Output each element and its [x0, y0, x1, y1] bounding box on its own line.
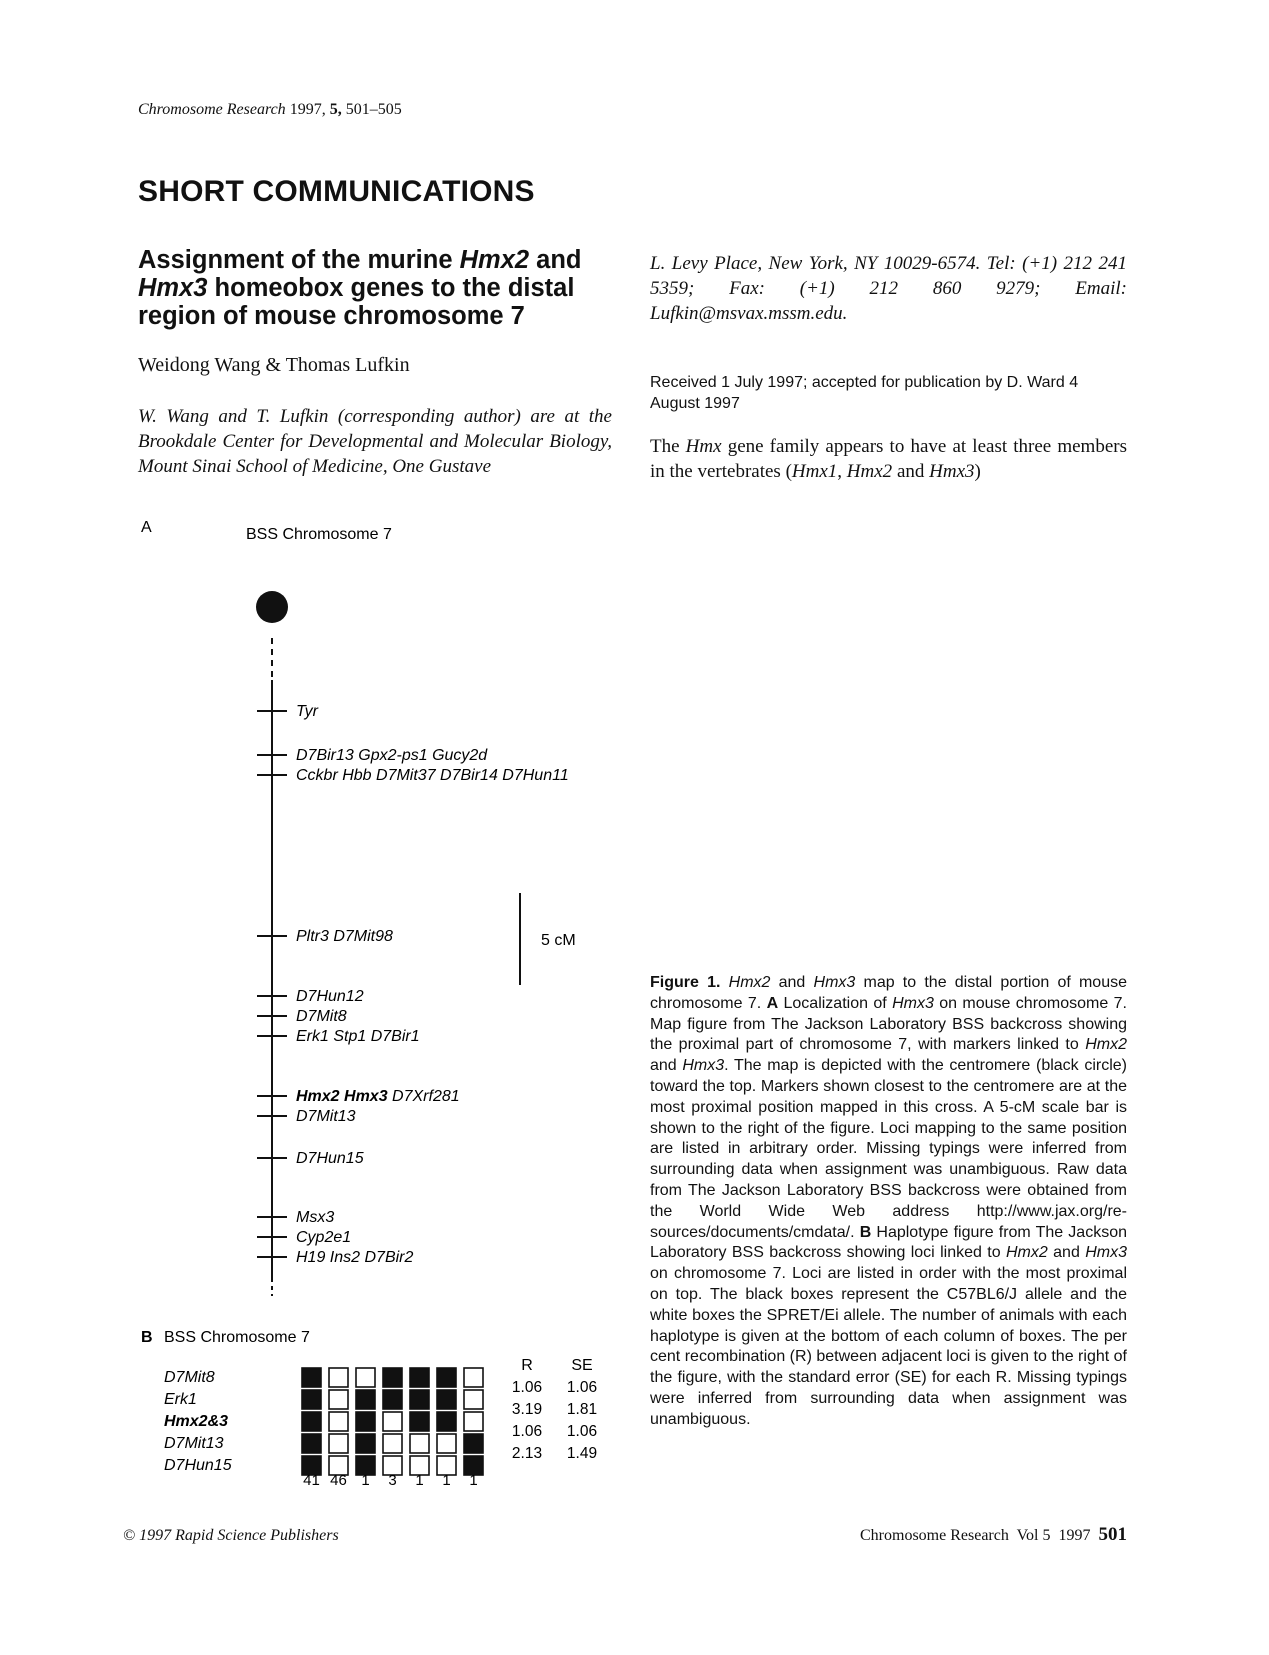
haplotype-box-spret [464, 1368, 483, 1387]
affiliation-part-1: W. Wang and T. Lufkin (corresponding author) are at the Brookdale Center for Developmental and Molecular Biology, Mount Sinai School of Medicine, One Gustave [138, 406, 612, 477]
haplotype-count: 46 [330, 1472, 347, 1489]
page-number: 501 [1098, 1524, 1127, 1545]
caption-label: Figure 1. [650, 974, 721, 991]
locus-label: D7Mit13 [296, 1108, 356, 1125]
haplotype-box-c57bl6 [302, 1434, 321, 1453]
haplotype-box-c57bl6 [302, 1412, 321, 1431]
locus-label: Cyp2e1 [296, 1229, 352, 1246]
haplotype-box-spret [329, 1368, 348, 1387]
haplotype-box-spret [356, 1368, 375, 1387]
received-dates: Received 1 July 1997; accepted for publication by D. Ward 4 August 1997 [650, 374, 1079, 412]
se-value: 1.06 [566, 1423, 598, 1440]
locus-label: Hmx2 Hmx3 D7Xrf281 [296, 1088, 460, 1105]
haplotype-box-c57bl6 [410, 1390, 429, 1409]
panel-b-title: BSS Chromosome 7 [164, 1329, 310, 1346]
r-value: 1.06 [511, 1423, 543, 1440]
haplotype-locus-labels [164, 1369, 232, 1474]
haplotype-box-spret [464, 1412, 483, 1431]
haplotype-box-c57bl6 [437, 1390, 456, 1409]
haplotype-box-c57bl6 [464, 1434, 483, 1453]
r-value: 1.06 [511, 1379, 543, 1396]
body-text: The Hmx gene family appears to have at least three members in the vertebrates (Hmx1, Hmx2 and Hmx3) [650, 436, 1127, 482]
haplotype-box-spret [437, 1434, 456, 1453]
haplotype-box-c57bl6 [410, 1412, 429, 1431]
haplotype-box-spret [329, 1412, 348, 1431]
locus-label: D7Bir13 Gpx2-ps1 Gucy2d [296, 747, 488, 764]
affiliation-part-2: L. Levy Place, New York, NY 10029-6574. Tel: (+1) 212 241 5359; Fax: (+1) 212 860 9279; Email: Lufkin@msvax.mssm.edu. [650, 253, 1127, 324]
haplotype-box-spret [383, 1412, 402, 1431]
haplotype-box-c57bl6 [356, 1434, 375, 1453]
r-header: R [521, 1357, 533, 1374]
section-title: SHORT COMMUNICATIONS [138, 175, 535, 208]
locus-label: Msx3 [296, 1209, 335, 1226]
haplotype-locus-label: Erk1 [164, 1391, 197, 1408]
panel-b-label: B [141, 1329, 153, 1346]
locus-label: H19 Ins2 D7Bir2 [296, 1249, 414, 1266]
locus-label: Erk1 Stp1 D7Bir1 [296, 1028, 420, 1045]
r-value: 3.19 [511, 1401, 543, 1418]
journal-volume: 5, [329, 101, 342, 118]
haplotype-locus-label: Hmx2&3 [164, 1413, 229, 1430]
haplotype-locus-label: D7Mit8 [164, 1369, 215, 1386]
se-header: SE [571, 1357, 593, 1374]
haplotype-box-c57bl6 [302, 1368, 321, 1387]
locus-label: D7Hun15 [296, 1150, 364, 1167]
centromere-icon [256, 591, 288, 623]
haplotype-box-c57bl6 [356, 1390, 375, 1409]
caption-body: Hmx2 and Hmx3 map to the distal portion of mouse chromosome 7. A Localization of Hmx3 on mouse chromosome 7. Map figure from The Jackson Laboratory BSS backcross showing the proximal part of chromosome 7, with markers linked to Hmx2 and Hmx3. The map is depicted with the centromere (black circle) toward the top. Markers shown closest to the centromere are at the most proximal position mapped in this cross. A 5-cM scale bar is shown to the right of the figure. Loci mapping to the same position are listed in arbitrary order. Missing typings were inferred from surrounding data when assignment was unambiguous. Raw data from The Jackson Laboratory BSS backcross were obtained from the World Wide Web address http://www.jax.org/re-sources/documents/cmdata/. B Haplotype figure from The Jackson Laboratory BSS backcross showing loci linked to Hmx2 and Hmx3 on chromosome 7. Loci are listed in order with the most proximal on top. The black boxes represent the C57BL6/J allele and the white boxes the SPRET/Ei allele. The number of animals with each haplotype is given at the bottom of each column of boxes. The per cent recombination (R) between adjacent loci is given to the right of the figure, with the standard error (SE) for each R. Missing typings were inferred from surrounding data when assignment was unambiguous. [650, 974, 1128, 1428]
haplotype-count: 41 [303, 1472, 320, 1489]
locus-label: D7Hun12 [296, 988, 364, 1005]
haplotype-box-c57bl6 [383, 1390, 402, 1409]
figure-caption [650, 973, 1127, 1431]
haplotype-locus-label: D7Hun15 [164, 1457, 232, 1474]
article-title: Assignment of the murine Hmx2 and Hmx3 homeobox genes to the distal region of mouse chromosome 7 [138, 246, 582, 330]
panel-a-label: A [141, 519, 152, 536]
locus-label: Tyr [296, 703, 318, 720]
authors: Weidong Wang & Thomas Lufkin [138, 354, 410, 376]
haplotype-locus-label: D7Mit13 [164, 1435, 224, 1452]
journal-name: Chromosome Research [138, 101, 286, 118]
haplotype-box-c57bl6 [302, 1390, 321, 1409]
locus-label: D7Mit8 [296, 1008, 347, 1025]
haplotype-box-c57bl6 [356, 1412, 375, 1431]
footer-journal: Chromosome Research Vol 5 1997 501 [860, 1524, 1127, 1545]
haplotype-box-spret [383, 1434, 402, 1453]
locus-label: Cckbr Hbb D7Mit37 D7Bir14 D7Hun11 [296, 767, 569, 784]
haplotype-box-spret [329, 1434, 348, 1453]
journal-pages: 501–505 [345, 101, 402, 118]
haplotype-count: 1 [415, 1472, 424, 1489]
recombination-values [512, 1379, 597, 1462]
haplotype-box-spret [410, 1434, 429, 1453]
haplotype-grid [302, 1368, 483, 1475]
scale-bar-label: 5 cM [541, 932, 576, 949]
haplotype-box-c57bl6 [437, 1368, 456, 1387]
r-value: 2.13 [511, 1445, 543, 1462]
se-value: 1.06 [566, 1379, 598, 1396]
locus-list [257, 703, 569, 1266]
haplotype-count: 1 [442, 1472, 451, 1489]
haplotype-box-spret [464, 1390, 483, 1409]
haplotype-count: 1 [361, 1472, 370, 1489]
footer-copyright: © 1997 Rapid Science Publishers [123, 1527, 339, 1544]
locus-label: Pltr3 D7Mit98 [296, 928, 393, 945]
journal-year: 1997, [289, 101, 326, 118]
haplotype-box-c57bl6 [383, 1368, 402, 1387]
panel-a-title: BSS Chromosome 7 [246, 526, 392, 543]
haplotype-box-c57bl6 [410, 1368, 429, 1387]
se-value: 1.49 [566, 1445, 598, 1462]
haplotype-count: 3 [388, 1472, 397, 1489]
haplotype-box-c57bl6 [437, 1412, 456, 1431]
haplotype-box-spret [329, 1390, 348, 1409]
se-value: 1.81 [566, 1401, 598, 1418]
haplotype-count: 1 [469, 1472, 478, 1489]
